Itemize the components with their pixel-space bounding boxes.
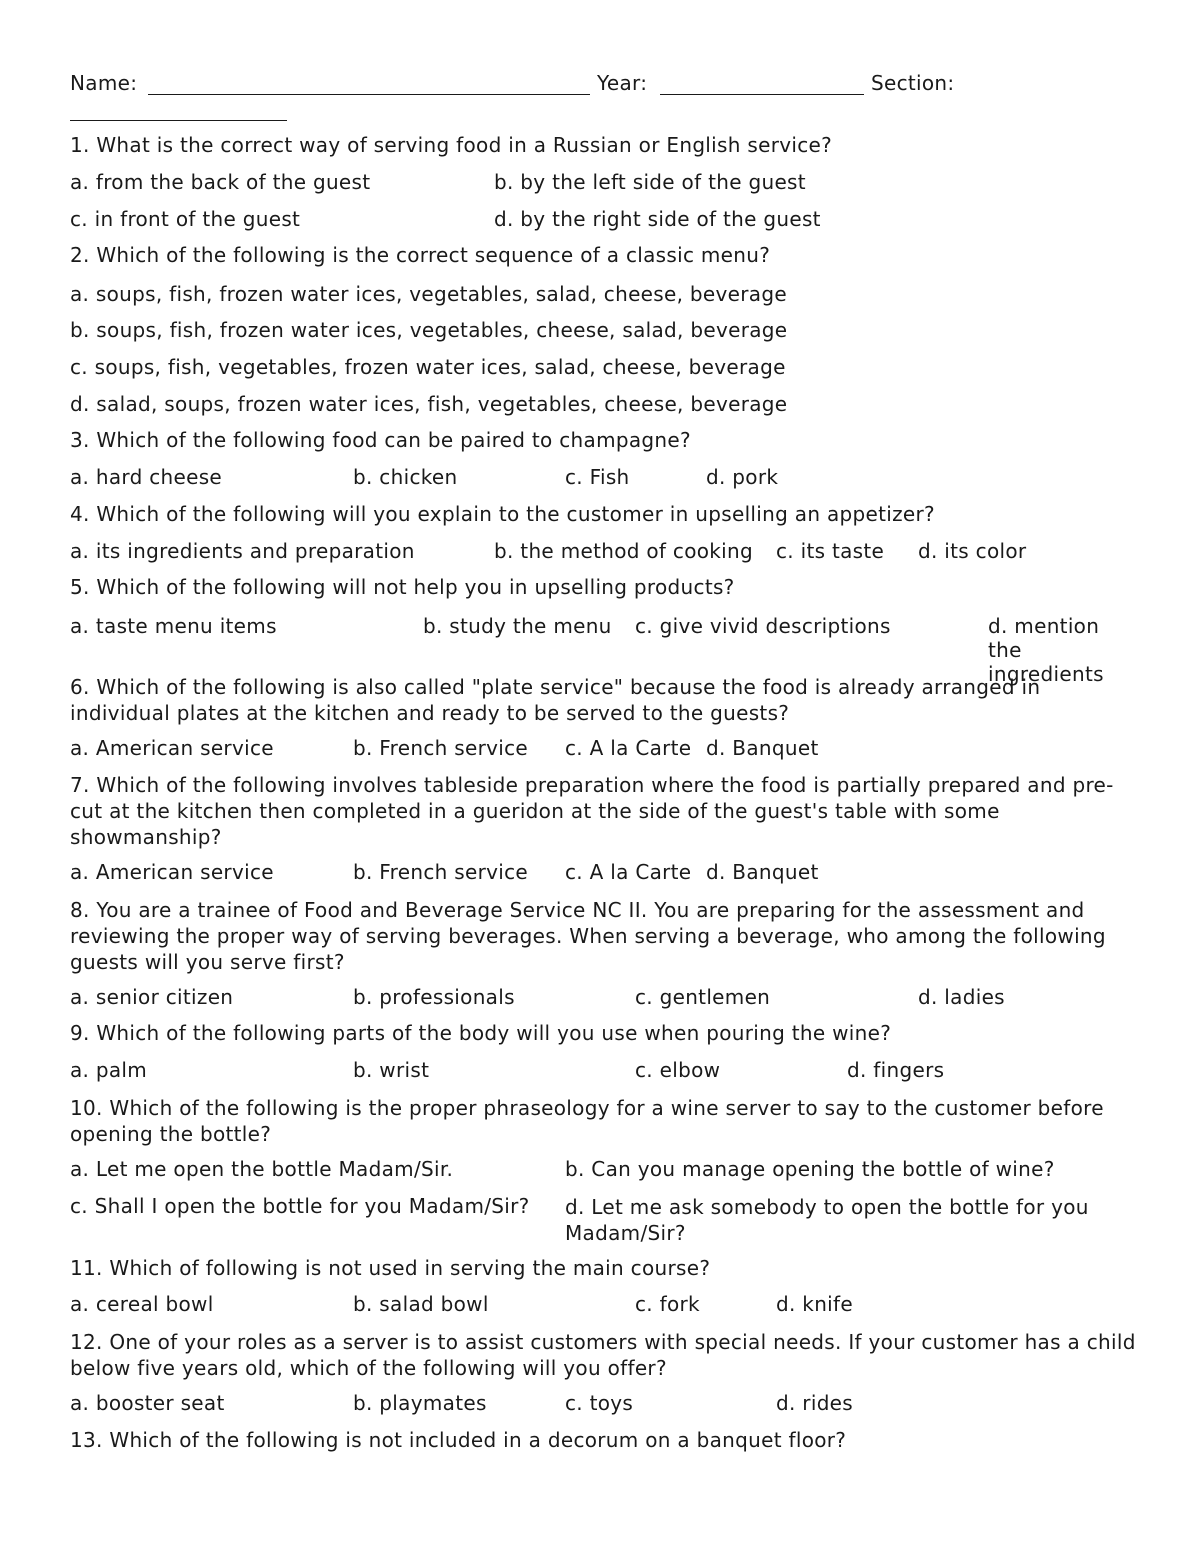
- question-6-option-c: c. A la Carte: [565, 736, 692, 760]
- question-7-stem: 7. Which of the following involves tableside preparation where the food is partially prepared and pre-cut at the kitchen then completed in a gueridon at the side of the guest's table with some showmanship?: [70, 773, 1114, 849]
- question-8-option-c: c. gentlemen: [635, 985, 771, 1009]
- question-8-option-b: b. professionals: [353, 985, 515, 1009]
- question-9-stem: 9. Which of the following parts of the body will you use when pouring the wine?: [70, 1021, 892, 1045]
- question-2-option-b: b. soups, fish, frozen water ices, vegetables, cheese, salad, beverage: [70, 318, 788, 342]
- question-6-option-a: a. American service: [70, 736, 274, 760]
- question-11-stem: 11. Which of following is not used in serving the main course?: [70, 1256, 711, 1280]
- question-1-option-b: b. by the left side of the guest: [494, 170, 806, 194]
- question-4-option-d: d. its color: [918, 539, 1027, 563]
- question-3-option-b: b. chicken: [353, 465, 458, 489]
- question-13-stem: 13. Which of the following is not included in a decorum on a banquet floor?: [70, 1428, 847, 1452]
- section-label: Section:: [871, 71, 955, 95]
- question-1-option-c: c. in front of the guest: [70, 207, 301, 231]
- question-3-option-c: c. Fish: [565, 465, 630, 489]
- question-7-option-c: c. A la Carte: [565, 860, 692, 884]
- question-1-stem: 1. What is the correct way of serving food in a Russian or English service?: [70, 133, 833, 157]
- question-3-stem: 3. Which of the following food can be paired to champagne?: [70, 428, 691, 452]
- question-4-stem: 4. Which of the following will you explain to the customer in upselling an appetizer?: [70, 502, 935, 526]
- year-label: Year:: [597, 71, 648, 95]
- question-5-option-b: b. study the menu: [423, 614, 612, 638]
- question-8-option-a: a. senior citizen: [70, 985, 234, 1009]
- question-9-option-c: c. elbow: [635, 1058, 721, 1082]
- question-11-option-c: c. fork: [635, 1292, 700, 1316]
- question-7-option-b: b. French service: [353, 860, 528, 884]
- section-blank[interactable]: [70, 120, 287, 121]
- question-2-option-c: c. soups, fish, vegetables, frozen water ices, salad, cheese, beverage: [70, 355, 786, 379]
- question-11-option-a: a. cereal bowl: [70, 1292, 214, 1316]
- question-10-option-b: b. Can you manage opening the bottle of wine?: [565, 1157, 1055, 1181]
- question-9-option-d: d. fingers: [847, 1058, 945, 1082]
- question-5-option-a: a. taste menu items: [70, 614, 277, 638]
- question-10-stem: 10. Which of the following is the proper phraseology for a wine server to say to the customer before opening the bottle?: [70, 1096, 1104, 1146]
- question-12-option-d: d. rides: [776, 1391, 854, 1415]
- question-5-stem: 5. Which of the following will not help you in upselling products?: [70, 575, 735, 599]
- question-8-stem: 8. You are a trainee of Food and Beverage Service NC II. You are preparing for the assessment and reviewing the proper way of serving beverages. When serving a beverage, who among the following guests will you serve first?: [70, 898, 1106, 974]
- question-10-option-c: c. Shall I open the bottle for you Madam/Sir?: [70, 1194, 530, 1218]
- question-3-option-d: d. pork: [706, 465, 779, 489]
- question-12-option-c: c. toys: [565, 1391, 634, 1415]
- year-blank[interactable]: [660, 94, 864, 95]
- question-1-option-d: d. by the right side of the guest: [494, 207, 821, 231]
- question-6-option-d: d. Banquet: [706, 736, 819, 760]
- question-2-option-a: a. soups, fish, frozen water ices, vegetables, salad, cheese, beverage: [70, 282, 787, 306]
- question-12-stem: 12. One of your roles as a server is to assist customers with special needs. If your customer has a child below five years old, which of the following will you offer?: [70, 1330, 1136, 1380]
- question-7-option-d: d. Banquet: [706, 860, 819, 884]
- question-1-option-a: a. from the back of the guest: [70, 170, 371, 194]
- question-6-stem: 6. Which of the following is also called "plate service" because the food is already arranged in individual plates at the kitchen and ready to be served to the guests?: [70, 675, 1041, 725]
- name-blank[interactable]: [148, 94, 590, 95]
- question-5-option-c: c. give vivid descriptions: [635, 614, 891, 638]
- question-8-option-d: d. ladies: [918, 985, 1005, 1009]
- question-5-option-d: d. mention the ingredients: [988, 614, 1104, 686]
- question-10-option-a: a. Let me open the bottle Madam/Sir.: [70, 1157, 454, 1181]
- question-6-option-b: b. French service: [353, 736, 528, 760]
- question-4-option-b: b. the method of cooking: [494, 539, 753, 563]
- question-12-option-a: a. booster seat: [70, 1391, 225, 1415]
- question-9-option-b: b. wrist: [353, 1058, 430, 1082]
- question-4-option-a: a. its ingredients and preparation: [70, 539, 415, 563]
- name-label: Name:: [70, 71, 138, 95]
- question-3-option-a: a. hard cheese: [70, 465, 223, 489]
- question-11-option-d: d. knife: [776, 1292, 853, 1316]
- question-7-option-a: a. American service: [70, 860, 274, 884]
- question-12-option-b: b. playmates: [353, 1391, 487, 1415]
- question-9-option-a: a. palm: [70, 1058, 148, 1082]
- question-4-option-c: c. its taste: [776, 539, 885, 563]
- question-11-option-b: b. salad bowl: [353, 1292, 489, 1316]
- question-10-option-d: d. Let me ask somebody to open the bottle for you Madam/Sir?: [565, 1195, 1089, 1245]
- question-2-stem: 2. Which of the following is the correct sequence of a classic menu?: [70, 243, 771, 267]
- question-2-option-d: d. salad, soups, frozen water ices, fish, vegetables, cheese, beverage: [70, 392, 788, 416]
